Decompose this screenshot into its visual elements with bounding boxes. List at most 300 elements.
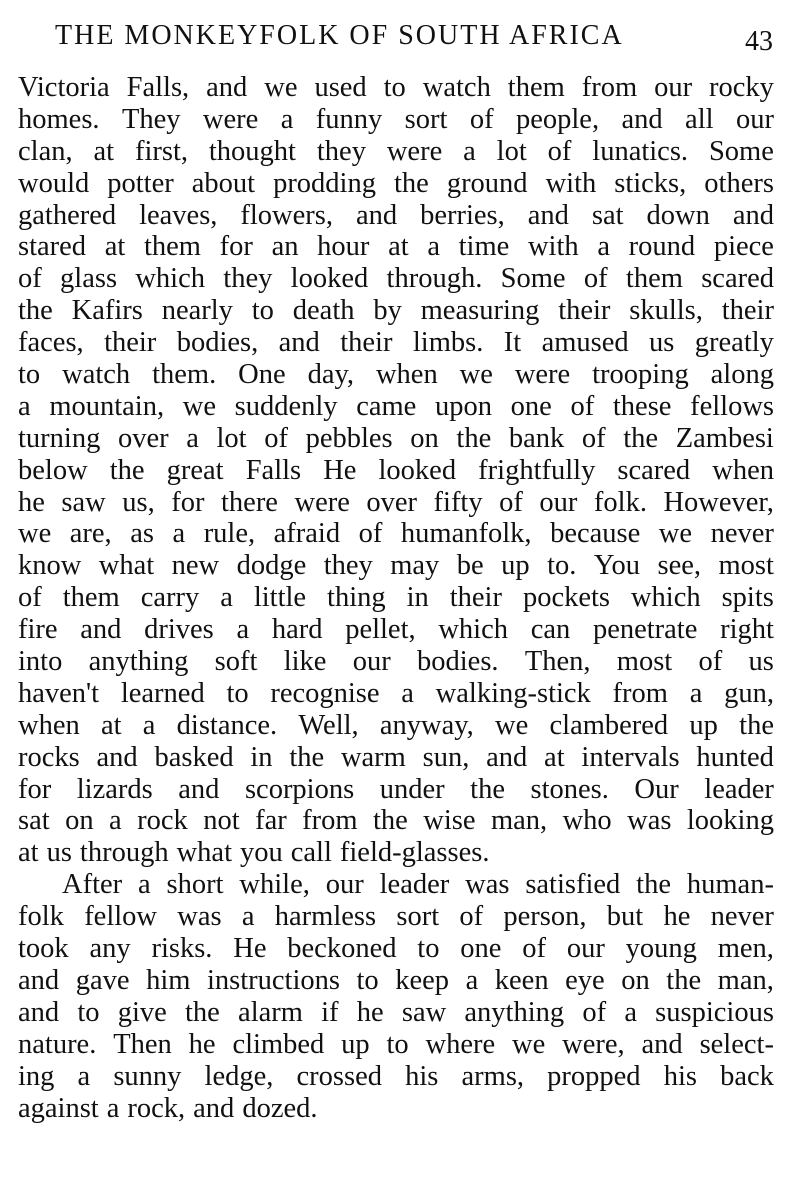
word: person, [503, 901, 587, 933]
word: through [79, 837, 169, 869]
word: dozed. [242, 1092, 318, 1124]
word: as [130, 518, 154, 550]
paragraph [18, 869, 774, 1124]
word: they [223, 263, 273, 295]
word: ledge, [204, 1060, 274, 1092]
word: and [18, 996, 60, 1028]
word: haven't [18, 677, 100, 709]
word: skulls, [629, 295, 703, 327]
word: of [18, 582, 42, 614]
word: through. [386, 263, 483, 295]
word: and [193, 1092, 235, 1124]
word: sort [396, 901, 440, 933]
word: when [712, 454, 774, 486]
word: over [366, 486, 418, 518]
word: sunny [113, 1060, 182, 1092]
word: measuring [420, 295, 540, 327]
word: potter [107, 167, 174, 199]
word: soft [214, 646, 258, 678]
word: what [98, 550, 155, 582]
word: to [383, 72, 406, 103]
word: others [704, 167, 774, 199]
word: After [62, 869, 123, 901]
word: sun, [422, 741, 470, 773]
word: Victoria [18, 72, 110, 103]
word: hunted [696, 741, 774, 773]
word: propped [547, 1060, 641, 1092]
word: anything [464, 996, 565, 1028]
text-line [18, 200, 774, 232]
word: basked [154, 741, 234, 773]
word: we [512, 1028, 546, 1060]
word: from [612, 677, 668, 709]
word: a [172, 518, 186, 550]
word: his [405, 1060, 439, 1092]
word: One [238, 359, 286, 391]
word: up [689, 709, 718, 741]
word: leader [704, 773, 774, 805]
word: in [406, 582, 429, 614]
word: and [18, 964, 60, 996]
word: Some [708, 135, 774, 167]
word: fellows [690, 390, 774, 422]
word: were [202, 103, 259, 135]
word: but [606, 901, 644, 933]
word: we [264, 72, 298, 103]
word: a [18, 390, 31, 422]
word: fellow [84, 901, 157, 933]
text-line [18, 869, 774, 901]
word: lunatics. [592, 135, 689, 167]
word: them. [152, 359, 217, 391]
word: rocks [18, 741, 80, 773]
text-line [18, 742, 774, 774]
text-line [18, 1029, 774, 1061]
word: gave [75, 964, 130, 996]
word: and [732, 199, 774, 231]
word: stones. [530, 773, 609, 805]
word: watch [422, 72, 491, 103]
word: faces, [18, 327, 84, 359]
word: these [612, 390, 672, 422]
word: field-glasses. [339, 837, 490, 869]
word: by [373, 295, 402, 327]
text-line [18, 901, 774, 933]
word: clambered [549, 709, 669, 741]
word: the [373, 805, 408, 837]
word: were [386, 135, 443, 167]
word: berries, [420, 199, 505, 231]
word: their [340, 327, 393, 359]
word: his [663, 1060, 697, 1092]
word: greatly [694, 327, 774, 359]
word: satisfied [525, 869, 621, 901]
text-line [18, 104, 774, 136]
word: our [325, 869, 364, 901]
word: dodge [236, 550, 307, 582]
word: warm [340, 741, 406, 773]
word: to. [547, 550, 577, 582]
word: folk. [593, 486, 647, 518]
word: and [355, 199, 398, 231]
word: bank [508, 422, 565, 454]
word: a [597, 231, 610, 263]
text-line [18, 455, 774, 487]
word: they [316, 135, 366, 167]
word: trooping [592, 359, 689, 391]
word: arms, [461, 1060, 525, 1092]
word: Zambesi [675, 422, 774, 454]
word: man, [490, 805, 548, 837]
word: would [18, 167, 90, 199]
word: short [166, 869, 224, 901]
word: fifty [433, 486, 483, 518]
word: bodies. [417, 646, 499, 678]
word: a [241, 901, 255, 933]
word: he [356, 996, 384, 1028]
word: rule, [203, 518, 256, 550]
word: keen [494, 964, 549, 996]
word: and [206, 72, 248, 103]
word: afraid [273, 518, 341, 550]
word: penetrate [592, 614, 698, 646]
word: of [570, 390, 595, 422]
text-line [18, 710, 774, 742]
word: sat [591, 199, 624, 231]
word: their [558, 295, 611, 327]
word: and [96, 741, 138, 773]
word: a [465, 964, 479, 996]
word: of [499, 486, 523, 518]
word: a [463, 135, 476, 167]
word: of [358, 518, 383, 550]
word: which [135, 263, 205, 295]
word: men, [717, 933, 774, 965]
text-line [18, 72, 774, 104]
word: anything [88, 646, 189, 678]
text-line [18, 678, 774, 710]
word: a [109, 805, 122, 837]
word: we [495, 709, 529, 741]
word: we [658, 518, 693, 550]
word: lot [216, 422, 247, 454]
word: us, [122, 486, 155, 518]
text-line [18, 423, 774, 455]
word: gathered [18, 199, 117, 231]
text-line [18, 837, 774, 869]
word: know [18, 550, 82, 582]
word: back [720, 1060, 774, 1092]
word: glass [60, 263, 118, 295]
word: their [449, 582, 502, 614]
text-line [18, 391, 774, 423]
word: a [689, 677, 703, 709]
word: leader [379, 869, 450, 901]
word: was [177, 901, 222, 933]
word: little [253, 582, 307, 614]
word: there [221, 486, 278, 518]
word: intervals [581, 741, 680, 773]
word: for [219, 231, 253, 263]
word: below [18, 454, 88, 486]
text-line [18, 231, 774, 263]
word: pellet, [345, 614, 416, 646]
text-line [18, 933, 774, 965]
word: first, [134, 135, 188, 167]
word: gun, [724, 677, 774, 709]
paragraph [18, 72, 774, 869]
word: like [283, 646, 327, 678]
word: a [138, 869, 151, 901]
word: we [18, 518, 52, 550]
word: drives [144, 614, 214, 646]
word: a [236, 614, 250, 646]
text-line [18, 582, 774, 614]
word: pockets [522, 582, 610, 614]
word: the [393, 167, 429, 199]
word: down [646, 199, 710, 231]
word: the [666, 964, 702, 996]
word: keep [395, 964, 450, 996]
word: of [698, 646, 723, 678]
word: suddenly [234, 390, 338, 422]
word: one [510, 390, 552, 422]
word: see, [657, 550, 702, 582]
word: into [18, 646, 63, 678]
text-line [18, 136, 774, 168]
word: on [410, 422, 439, 454]
word: new [171, 550, 220, 582]
word: looked [378, 454, 457, 486]
text-line [18, 614, 774, 646]
word: Our [634, 773, 679, 805]
word: right [720, 614, 774, 646]
word: spits [721, 582, 774, 614]
text-line [18, 805, 774, 837]
word: us [46, 837, 72, 869]
word: Then, [524, 646, 591, 678]
word: on [65, 805, 94, 837]
word: the [470, 773, 505, 805]
word: who [562, 805, 612, 837]
word: the [456, 422, 492, 454]
word: Falls [245, 454, 302, 486]
word: Falls, [126, 72, 190, 103]
word: They [121, 103, 181, 135]
text-line [18, 487, 774, 519]
word: our [654, 72, 693, 103]
word: Some [500, 263, 566, 295]
word: saw [61, 486, 106, 518]
running-head [55, 20, 785, 60]
word: carry [140, 582, 200, 614]
word: nearly [161, 295, 233, 327]
word: to [417, 933, 440, 965]
word: the [185, 996, 220, 1028]
word: were, [562, 1028, 625, 1060]
word: he [18, 486, 45, 518]
word: beckoned [287, 933, 397, 965]
word: to [356, 964, 379, 996]
word: hour [317, 231, 370, 263]
word: to [386, 1028, 409, 1060]
word: up [501, 550, 530, 582]
word: harmless [274, 901, 377, 933]
word: thing [327, 582, 386, 614]
word: mountain, [49, 390, 165, 422]
word: was [465, 869, 510, 901]
word: about [191, 167, 256, 199]
word: on [621, 964, 650, 996]
word: scared [617, 454, 691, 486]
word: of [459, 901, 484, 933]
word: where [425, 1028, 496, 1060]
word: sat [18, 805, 50, 837]
text-line [18, 1093, 774, 1125]
word: from [302, 805, 358, 837]
word: the [739, 709, 774, 741]
word: hard [271, 614, 323, 646]
word: of [469, 103, 494, 135]
word: far [255, 805, 287, 837]
word: sticks, [614, 167, 687, 199]
word: us [649, 327, 675, 359]
word: which [438, 614, 508, 646]
word: ground [446, 167, 528, 199]
word: a [186, 422, 199, 454]
word: walking-stick [435, 677, 591, 709]
word: It [503, 327, 522, 359]
word: amused [541, 327, 629, 359]
word: a [280, 103, 294, 135]
word: instructions [206, 964, 340, 996]
word: which [630, 582, 701, 614]
word: anyway, [379, 709, 474, 741]
word: against [18, 1092, 99, 1124]
word: under [379, 773, 445, 805]
word: great [166, 454, 224, 486]
word: eye [565, 964, 605, 996]
word: He [323, 454, 357, 486]
word: at [100, 709, 122, 741]
word: at [93, 135, 115, 167]
word: man, [717, 964, 774, 996]
word: frightfully [478, 454, 596, 486]
word: folk [18, 901, 64, 933]
word: may [390, 550, 440, 582]
word: human- [686, 869, 774, 901]
word: bodies, [176, 327, 259, 359]
word: humanfolk, [400, 518, 532, 550]
word: in [250, 741, 273, 773]
word: with [527, 231, 579, 263]
word: a [220, 582, 233, 614]
word: our [735, 103, 774, 135]
word: upon [435, 390, 492, 422]
word: funny [315, 103, 383, 135]
word: time [458, 231, 510, 263]
word: to [251, 295, 274, 327]
word: were [514, 359, 571, 391]
word: learned [120, 677, 205, 709]
text-line [18, 997, 774, 1029]
text-line [18, 359, 774, 391]
word: stared [18, 231, 87, 263]
word: were [294, 486, 350, 518]
word: death [292, 295, 355, 327]
word: lot [496, 135, 527, 167]
word: looked [290, 263, 369, 295]
word: rocky [709, 72, 774, 103]
word: came [356, 390, 417, 422]
word: them [507, 72, 565, 103]
word: rock, [127, 1092, 186, 1124]
word: one [460, 933, 502, 965]
word: leaves, [139, 199, 218, 231]
word: while, [239, 869, 310, 901]
word: a [401, 677, 414, 709]
word: wise [423, 805, 476, 837]
word: homes. [18, 103, 100, 135]
word: at [18, 837, 39, 869]
word: can [530, 614, 571, 646]
word: flowers, [240, 199, 333, 231]
word: the [109, 454, 145, 486]
word: them [62, 582, 120, 614]
word: climbed [232, 1028, 325, 1060]
word: sort [404, 103, 448, 135]
word: the [18, 295, 53, 327]
word: the [289, 741, 325, 773]
word: be [456, 550, 484, 582]
word: are, [69, 518, 112, 550]
word: was [627, 805, 672, 837]
word: to [18, 359, 41, 391]
word: You [593, 550, 641, 582]
word: distance. [176, 709, 278, 741]
text-line [18, 965, 774, 997]
word: not [203, 805, 240, 837]
word: a [624, 996, 637, 1028]
word: he [188, 1028, 216, 1060]
word: He [233, 933, 267, 965]
word: took [18, 933, 69, 965]
word: never [710, 518, 774, 550]
word: when [375, 359, 438, 391]
word: for [171, 486, 205, 518]
word: watch [62, 359, 131, 391]
word: and [178, 773, 220, 805]
word: their [721, 295, 774, 327]
word: never [710, 901, 774, 933]
word: most [616, 646, 673, 678]
word: an [271, 231, 299, 263]
word: select- [699, 1028, 774, 1060]
word: we [459, 359, 493, 391]
word: limbs. [412, 327, 484, 359]
word: to [77, 996, 100, 1028]
word: a [77, 1060, 91, 1092]
word: risks. [151, 933, 213, 965]
word: young [625, 933, 697, 965]
word: However, [663, 486, 774, 518]
word: Well, [298, 709, 359, 741]
word: along [710, 359, 774, 391]
word: of [547, 135, 572, 167]
word: scared [701, 263, 774, 295]
word: scorpions [244, 773, 355, 805]
text-line [18, 263, 774, 295]
